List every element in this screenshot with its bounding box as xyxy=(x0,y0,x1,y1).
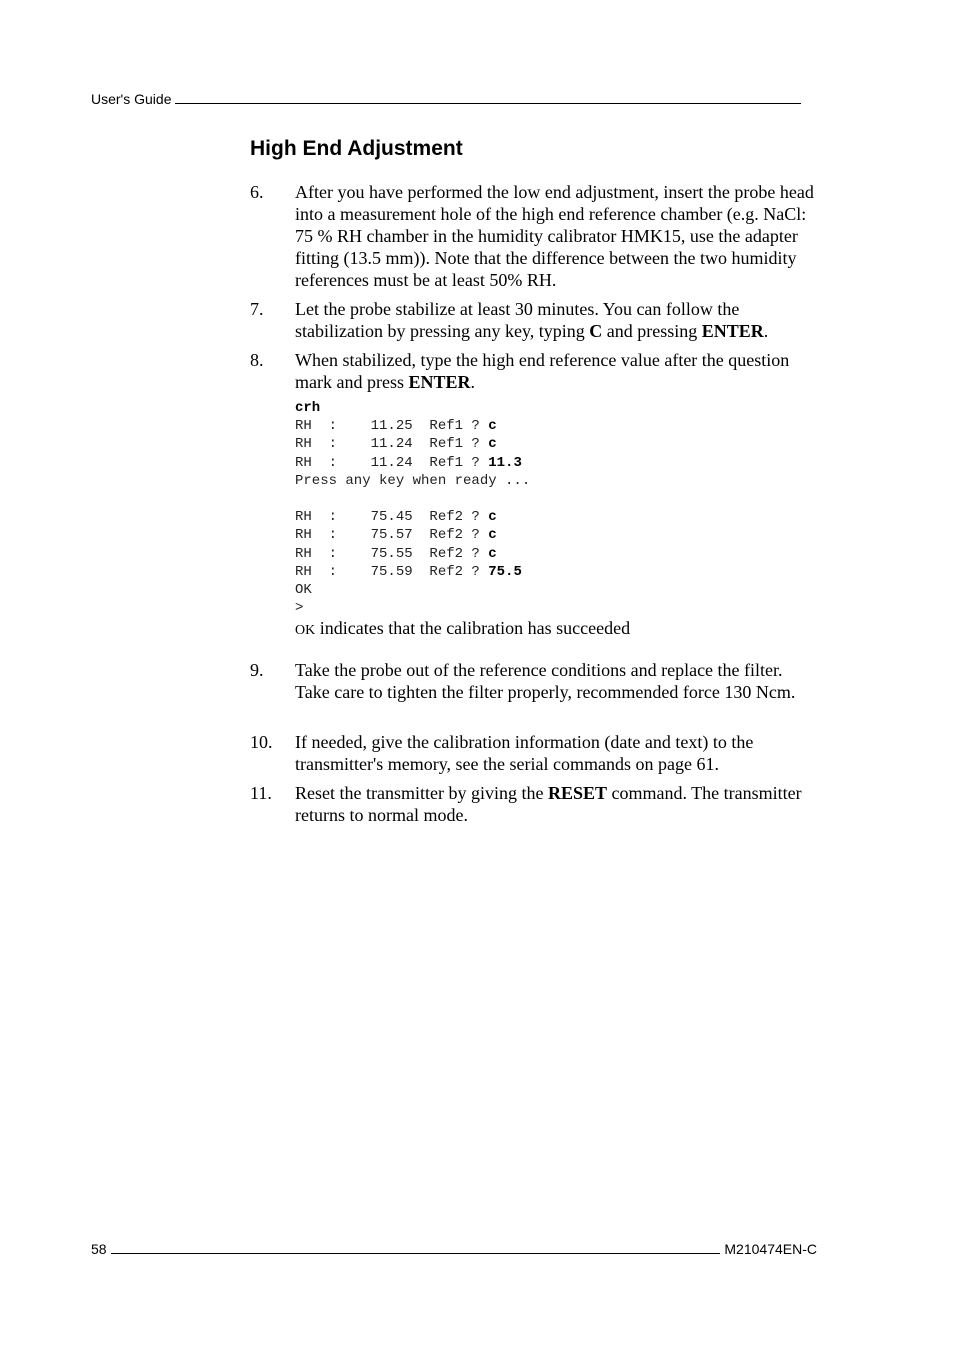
code-input: c xyxy=(488,545,497,562)
section-title: High End Adjustment xyxy=(250,137,463,160)
code-line: RH : 75.45 Ref2 ? xyxy=(295,509,489,526)
code-input: c xyxy=(488,509,497,526)
step-text xyxy=(295,349,820,393)
step-number: 7. xyxy=(250,299,264,319)
running-footer xyxy=(91,1240,817,1258)
step-number: 9. xyxy=(250,660,264,680)
code-line: RH : 75.57 Ref2 ? xyxy=(295,527,489,544)
document-id: M210474EN-C xyxy=(724,1241,817,1257)
step-number: 11. xyxy=(250,783,272,803)
step-text-part: . xyxy=(763,321,769,341)
header-text: User's Guide xyxy=(91,91,172,107)
step-number: 6. xyxy=(250,182,264,202)
command-key: ENTER xyxy=(408,372,471,392)
step-text-part: and pressing xyxy=(602,321,702,341)
code-line: RH : 11.25 Ref1 ? xyxy=(295,418,489,435)
code-input: 11.3 xyxy=(488,454,522,471)
step-text-part: command. The transmitter returns to normal mode. xyxy=(295,783,802,825)
command-key: RESET xyxy=(547,783,607,803)
step-text: Take the probe out of the reference conditions and replace the filter. Take care to tighten the filter properly, recommended force 130 Ncm. xyxy=(295,660,796,702)
result-note xyxy=(295,617,630,642)
command-key: ENTER xyxy=(701,321,764,341)
step-text-part: Let the probe stabilize at least 30 minutes. You can follow the stabilization by pressing any key, typing xyxy=(295,299,740,341)
code-line: RH : 11.24 Ref1 ? xyxy=(295,436,489,453)
step-text: After you have performed the low end adjustment, insert the probe head into a measurement hole of the high end reference chamber (e.g. NaCl: 75 % RH chamber in the humidity calibrator HMK15, use the adapter fitting (13.5 mm)). Note that the difference between the two humidity references must be at least 50% RH. xyxy=(295,182,814,290)
code-line: Press any key when ready ... xyxy=(295,472,531,489)
step-9 xyxy=(250,659,820,703)
code-command: crh xyxy=(295,400,321,416)
step-number: 10. xyxy=(250,732,273,752)
step-6 xyxy=(250,181,820,291)
step-10 xyxy=(250,731,820,775)
code-line: OK xyxy=(295,582,312,599)
step-8 xyxy=(250,349,820,393)
code-input: c xyxy=(488,527,497,544)
note-text: indicates that the calibration has succeeded xyxy=(315,618,631,638)
page-number: 58 xyxy=(91,1241,107,1257)
step-text xyxy=(295,782,820,826)
code-line: RH : 75.55 Ref2 ? xyxy=(295,545,489,562)
code-input: c xyxy=(488,436,497,453)
step-11 xyxy=(250,782,820,826)
step-text-part: When stabilized, type the high end reference value after the question mark and press xyxy=(295,350,790,392)
running-header xyxy=(91,90,813,108)
header-rule xyxy=(175,91,801,104)
code-line: RH : 11.24 Ref1 ? xyxy=(295,454,489,471)
code-line: RH : 75.59 Ref2 ? xyxy=(295,563,489,580)
step-text: If needed, give the calibration information (date and text) to the transmitter's memory, see the serial commands on page 61. xyxy=(295,732,754,774)
command-key: C xyxy=(589,321,603,341)
note-code: OK xyxy=(295,623,316,638)
step-text-part: Reset the transmitter by giving the xyxy=(295,783,548,803)
footer-rule xyxy=(111,1241,721,1254)
code-line: > xyxy=(295,600,304,617)
step-text xyxy=(295,298,820,342)
step-7 xyxy=(250,298,820,342)
step-text-part: . xyxy=(470,372,475,392)
code-input: 75.5 xyxy=(488,563,522,580)
terminal-output xyxy=(295,399,530,617)
code-input: c xyxy=(488,418,497,435)
step-number: 8. xyxy=(250,350,264,370)
